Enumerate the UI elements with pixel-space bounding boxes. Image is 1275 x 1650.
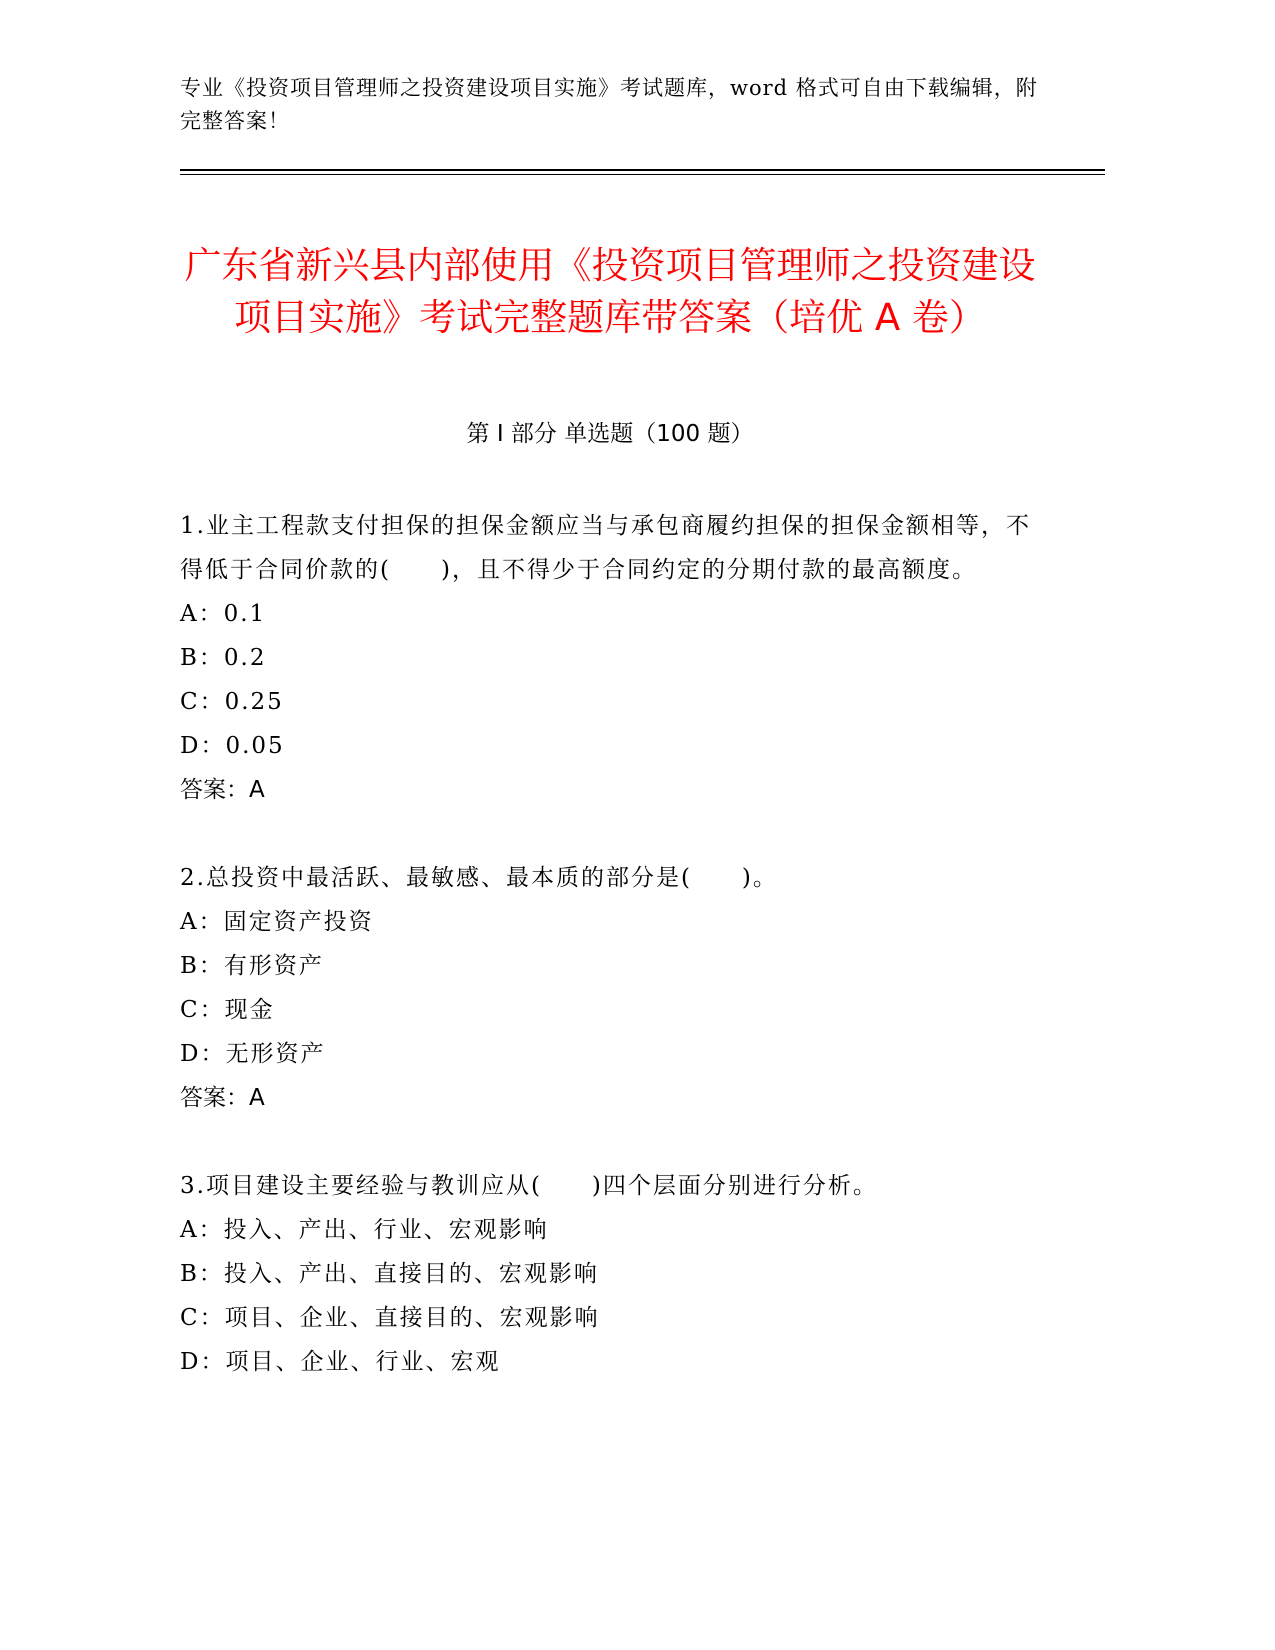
option-a: A：投入、产出、行业、宏观影响 [180, 1217, 549, 1243]
question-stem: 1.业主工程款支付担保的担保金额应当与承包商履约担保的担保金额相等，不得低于合同价款的( )，且不得少于合同约定的分期付款的最高额度。 [180, 513, 1031, 583]
question-stem: 2.总投资中最活跃、最敏感、最本质的部分是( )。 [180, 865, 778, 891]
question-2 [180, 856, 1040, 1120]
option-c: C：项目、企业、直接目的、宏观影响 [180, 1305, 600, 1331]
document-title: 广东省新兴县内部使用《投资项目管理师之投资建设项目实施》考试完整题库带答案（培优 A 卷） [184, 243, 1036, 339]
option-b: B：投入、产出、直接目的、宏观影响 [180, 1261, 599, 1287]
option-b: B：有形资产 [180, 953, 324, 979]
question-stem: 3.项目建设主要经验与教训应从( )四个层面分别进行分析。 [180, 1173, 878, 1199]
section-title: 第 I 部分 单选题（100 题） [466, 421, 754, 447]
option-d: D：0.05 [180, 733, 285, 759]
option-d: D：项目、企业、行业、宏观 [180, 1349, 501, 1375]
answer: 答案：A [180, 1085, 265, 1111]
question-list [180, 504, 1040, 1428]
header-rule-thick [180, 169, 1105, 171]
option-b: B：0.2 [180, 645, 267, 671]
option-d: D：无形资产 [180, 1041, 326, 1067]
option-a: A：0.1 [180, 601, 267, 627]
option-c: C：0.25 [180, 689, 284, 715]
header-note: 专业《投资项目管理师之投资建设项目实施》考试题库，word 格式可自由下载编辑，附完整答案！ [180, 76, 1038, 133]
answer: 答案：A [180, 777, 265, 803]
question-1 [180, 504, 1040, 812]
header-rule-thin [180, 174, 1105, 175]
option-a: A：固定资产投资 [180, 909, 374, 935]
option-c: C：现金 [180, 997, 275, 1023]
question-3 [180, 1164, 1040, 1384]
